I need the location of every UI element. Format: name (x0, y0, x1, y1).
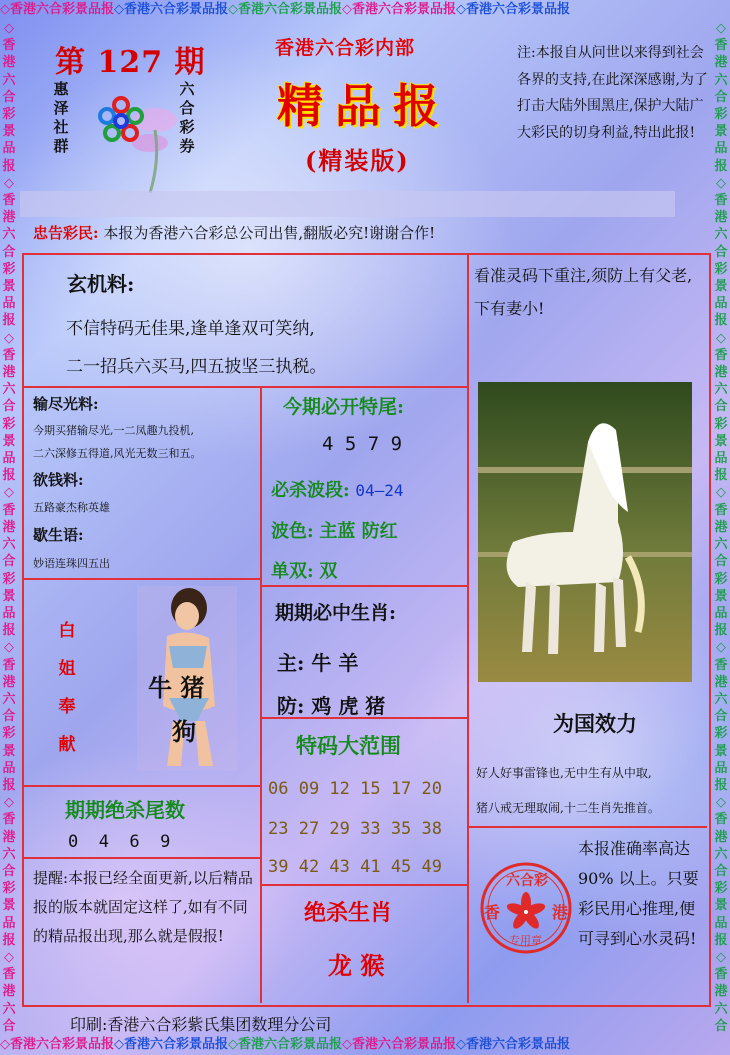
slogan-char: 合 (179, 99, 195, 117)
right-top-text: 看准灵码下重注,须防上有父老,下有妻小! (474, 266, 693, 318)
zodiac-defend-label: 防: (277, 694, 305, 718)
zodiac-defend (277, 690, 385, 719)
reminder-text: 提醒:本报已经全面更新,以后精品报的版本就固定这样了,如有不同的精品报出现,那么就是假报! (33, 869, 253, 945)
lottery-logo-icon (97, 96, 145, 144)
slogan-char: 彩 (179, 118, 195, 136)
tail-title: 今期必开特尾: (283, 396, 405, 418)
killtail-digits: 0 4 6 9 (68, 832, 171, 852)
slogan-char: 券 (179, 137, 195, 155)
divider-h6 (24, 857, 262, 859)
edition-label: (精装版) (305, 146, 410, 175)
killzodiac-value: 龙 猴 (328, 951, 385, 980)
publisher: 香港六合彩内部 (275, 37, 416, 59)
horse-photo (478, 382, 692, 682)
tail-digits: 4 5 7 9 (322, 433, 403, 455)
slogan-char: 群 (53, 137, 69, 155)
song-title: 歇生语: (33, 526, 84, 544)
divider-h1 (24, 386, 468, 388)
divider-vertical-right (467, 255, 469, 1003)
footer-print: 印刷:香港六合彩紫氏集团数理分公司 (70, 1015, 332, 1034)
zodiac-main (277, 647, 358, 676)
divider-h2 (24, 578, 262, 580)
color-label: 波色: (271, 521, 314, 542)
slogan-char: 惠 (53, 80, 69, 98)
top-border: ◇香港六合彩景品报◇香港六合彩景品报◇香港六合彩景品报◇香港六合彩景品报◇香港六合彩景品报 (0, 2, 570, 17)
song-text: 妙语连珠四五出 (33, 557, 110, 570)
zodiac-title: 期期必中生肖: (275, 602, 397, 624)
stamp-right-text: 港 (552, 903, 569, 922)
range-row-2: 23 27 29 33 35 38 (268, 819, 442, 839)
lose-line-2: 二六深修五得道,风光无数三和五。 (33, 447, 202, 460)
xuanji-line-1: 不信特码无佳果,逢单逢双可笑纳, (66, 319, 315, 339)
killtail-title: 期期绝杀尾数 (65, 798, 185, 822)
divider-h3 (261, 585, 468, 587)
girl-vertical-char: 姐 (58, 659, 76, 679)
stamp-bottom-text: 专用章 (509, 934, 542, 947)
divider-h7 (261, 884, 468, 886)
lose-line-1: 今期买猪输尽光,一二凤趣九投机, (33, 424, 194, 437)
money-text: 五路豪杰称英雄 (33, 501, 110, 514)
kill-wave-label: 必杀波段: (271, 480, 350, 501)
divider-h5 (24, 785, 262, 787)
issue-number: 第 127 期 (55, 45, 206, 80)
color-row (271, 517, 398, 543)
odd-even-label: 单双: (271, 561, 314, 582)
girl-overlay-2: 狗 (172, 717, 196, 746)
bottom-border: ◇香港六合彩景品报◇香港六合彩景品报◇香港六合彩景品报◇香港六合彩景品报◇香港六合彩景品报 (0, 1037, 570, 1052)
range-row-3: 39 42 43 41 45 49 (268, 857, 442, 877)
divider-h8 (468, 826, 707, 828)
slogan-char: 社 (53, 118, 69, 136)
slogan-char: 泽 (53, 99, 69, 117)
girl-vertical-char: 献 (58, 735, 76, 755)
stamp-top-text: 六合彩 (506, 873, 548, 889)
stamp-left-text: 香 (484, 903, 501, 922)
warning-label: 忠告彩民: (33, 224, 99, 242)
right-border: ◇香港六合彩景品报◇香港六合彩景品报◇香港六合彩景品报◇香港六合彩景品报◇香港六合彩景品报◇香港六合彩景品报◇香港六合 (714, 21, 728, 1034)
money-title: 欲钱料: (33, 471, 84, 489)
official-seal-stamp (478, 860, 574, 956)
xuanji-title: 玄机料: (67, 272, 135, 296)
lose-title: 输尽光料: (33, 395, 99, 413)
range-row-1: 06 09 12 15 17 20 (268, 779, 442, 799)
horse-caption: 为国效力 (553, 711, 637, 736)
zodiac-main-value: 牛 羊 (311, 651, 359, 675)
header-notice: 注:本报自从问世以来得到社会各界的支持,在此深深感谢,为了打击大陆外围黑庄,保护大陆广大彩民的切身利益,特出此报! (517, 45, 708, 141)
girl-vertical-char: 白 (58, 621, 76, 641)
xuanji-line-2: 二一招兵六买马,四五披坚三执税。 (66, 357, 327, 377)
girl-vertical-text (55, 612, 79, 764)
killzodiac-title: 绝杀生肖 (304, 900, 393, 926)
odd-even-value: 双 (319, 561, 338, 582)
girl-vertical-char: 奉 (58, 697, 76, 717)
right-poem-2: 猪八戒无理取闹,十二生肖先推首。 (476, 801, 660, 815)
page-title: 精品报 (277, 79, 451, 133)
slogan-char: 六 (179, 80, 195, 98)
header-stripe (20, 191, 675, 217)
warning-line (33, 222, 435, 243)
right-poem-1: 好人好事雷锋也,无中生有从中取, (476, 766, 652, 780)
divider-vertical-middle (260, 387, 262, 1003)
girl-overlay-1: 牛 猪 (148, 673, 205, 702)
accuracy-text: 本报准确率高达 90% 以上。只要彩民用心推理,便可寻到心水灵码! (578, 839, 699, 948)
kill-wave-row (271, 476, 404, 502)
warning-text: 本报为香港六合彩总公司出售,翻版必究!谢谢合作! (103, 224, 436, 242)
left-border: ◇香港六合彩景品报◇香港六合彩景品报◇香港六合彩景品报◇香港六合彩景品报◇香港六合彩景品报◇香港六合彩景品报◇香港六合 (2, 21, 16, 1034)
odd-even-row (271, 557, 337, 583)
left-vertical-slogan (52, 80, 70, 156)
zodiac-defend-value: 鸡 虎 猪 (311, 694, 386, 718)
color-value: 主蓝 防红 (319, 521, 398, 542)
kill-wave-value: 04—24 (355, 481, 404, 500)
zodiac-main-label: 主: (277, 651, 305, 675)
range-title: 特码大范围 (296, 733, 401, 758)
